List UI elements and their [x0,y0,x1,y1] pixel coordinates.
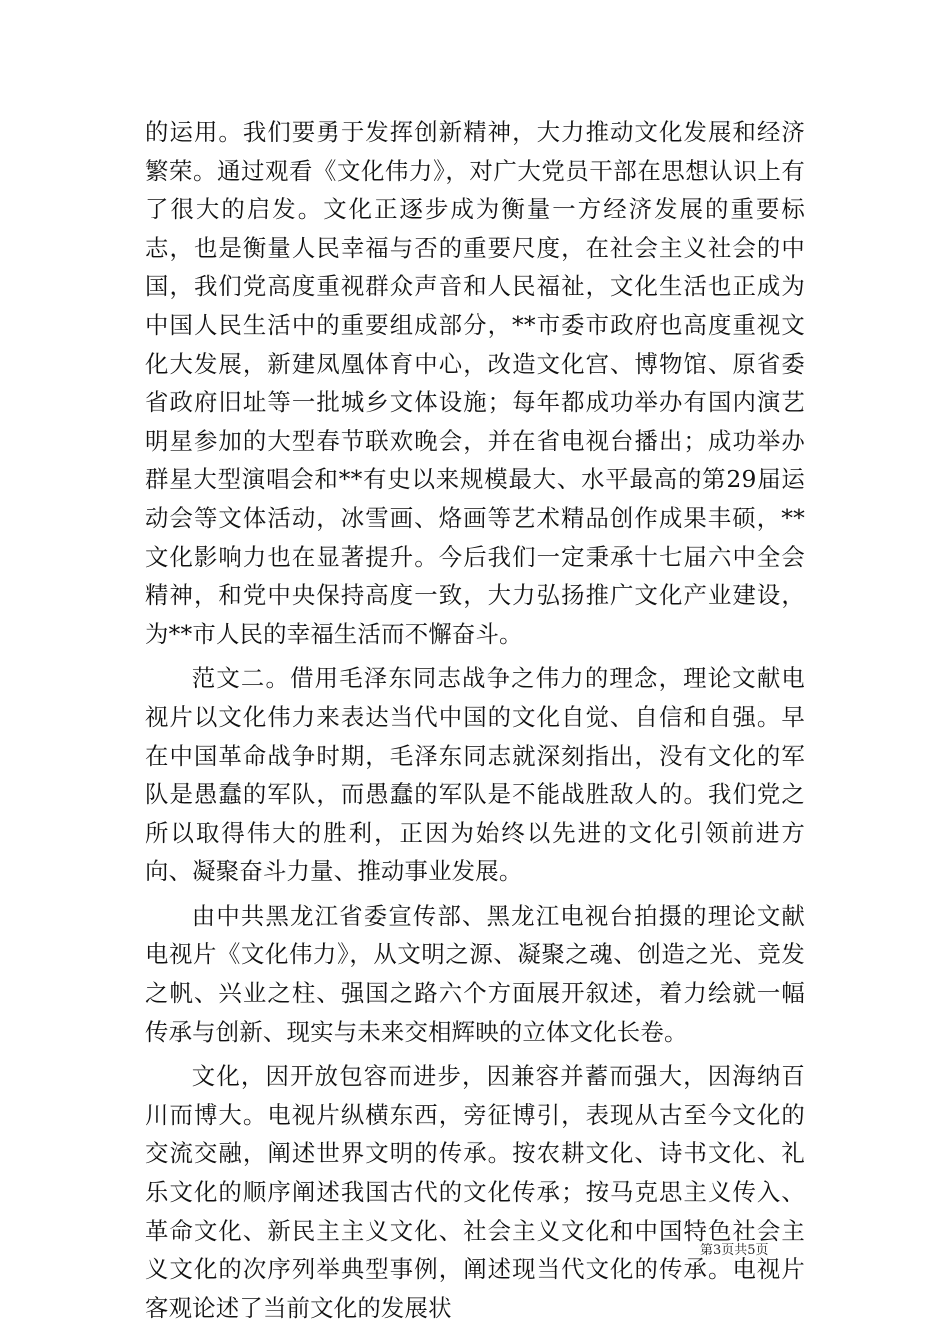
paragraph-documentary-intro: 由中共黑龙江省委宣传部、黑龙江电视台拍摄的理论文献电视片《文化伟力》，从文明之源、凝聚之魂、创造之光、竞发之帆、兴业之柱、强国之路六个方面展开叙述，着力绘就一幅传承与创新、现实与未来交相辉映的立体文化长卷。 [145,901,805,1046]
page-number: 第3页共5页 [700,1243,769,1258]
paragraph-continuation: 的运用。我们要勇于发挥创新精神，大力推动文化发展和经济繁荣。通过观看《文化伟力》，对广大党员干部在思想认识上有了很大的启发。文化正逐步成为衡量一方经济发展的重要标志，也是衡量人民幸福与否的重要尺度，在社会主义社会的中国，我们党高度重视群众声音和人民福祉，文化生活也正成为中国人民生活中的重要组成部分，**市委市政府也高度重视文化大发展，新建凤凰体育中心，改造文化宫、博物馆、原省委省政府旧址等一批城乡文体设施；每年都成功举办有国内演艺明星参加的大型春节联欢晚会，并在省电视台播出；成功举办群星大型演唱会和**有史以来规模最大、水平最高的第29届运动会等文体活动，冰雪画、烙画等艺术精品创作成果丰硕，**文化影响力也在显著提升。今后我们一定秉承十七届六中全会精神，和党中央保持高度一致，大力弘扬推广文化产业建设，为**市人民的幸福生活而不懈奋斗。 [145,118,805,648]
document-body [145,113,805,1327]
paragraph-culture-openness: 文化，因开放包容而进步，因兼容并蓄而强大，因海纳百川而博大。电视片纵横东西，旁征博引，表现从古至今文化的交流交融，阐述世界文明的传承。按农耕文化、诗书文化、礼乐文化的顺序阐述我国古代的文化传承；按马克思主义传入、革命文化、新民主主义文化、社会主义文化和中国特色社会主义文化的次序列举典型事例，阐述现当代文化的传承。电视片客观论述了当前文化的发展状 [145,1062,805,1322]
paragraph-sample-two: 范文二。借用毛泽东同志战争之伟力的理念，理论文献电视片以文化伟力来表达当代中国的文化自觉、自信和自强。早在中国革命战争时期，毛泽东同志就深刻指出，没有文化的军队是愚蠢的军队，而愚蠢的军队是不能战胜敌人的。我们党之所以取得伟大的胜利，正因为始终以先进的文化引领前进方向、凝聚奋斗力量、推动事业发展。 [145,664,805,886]
